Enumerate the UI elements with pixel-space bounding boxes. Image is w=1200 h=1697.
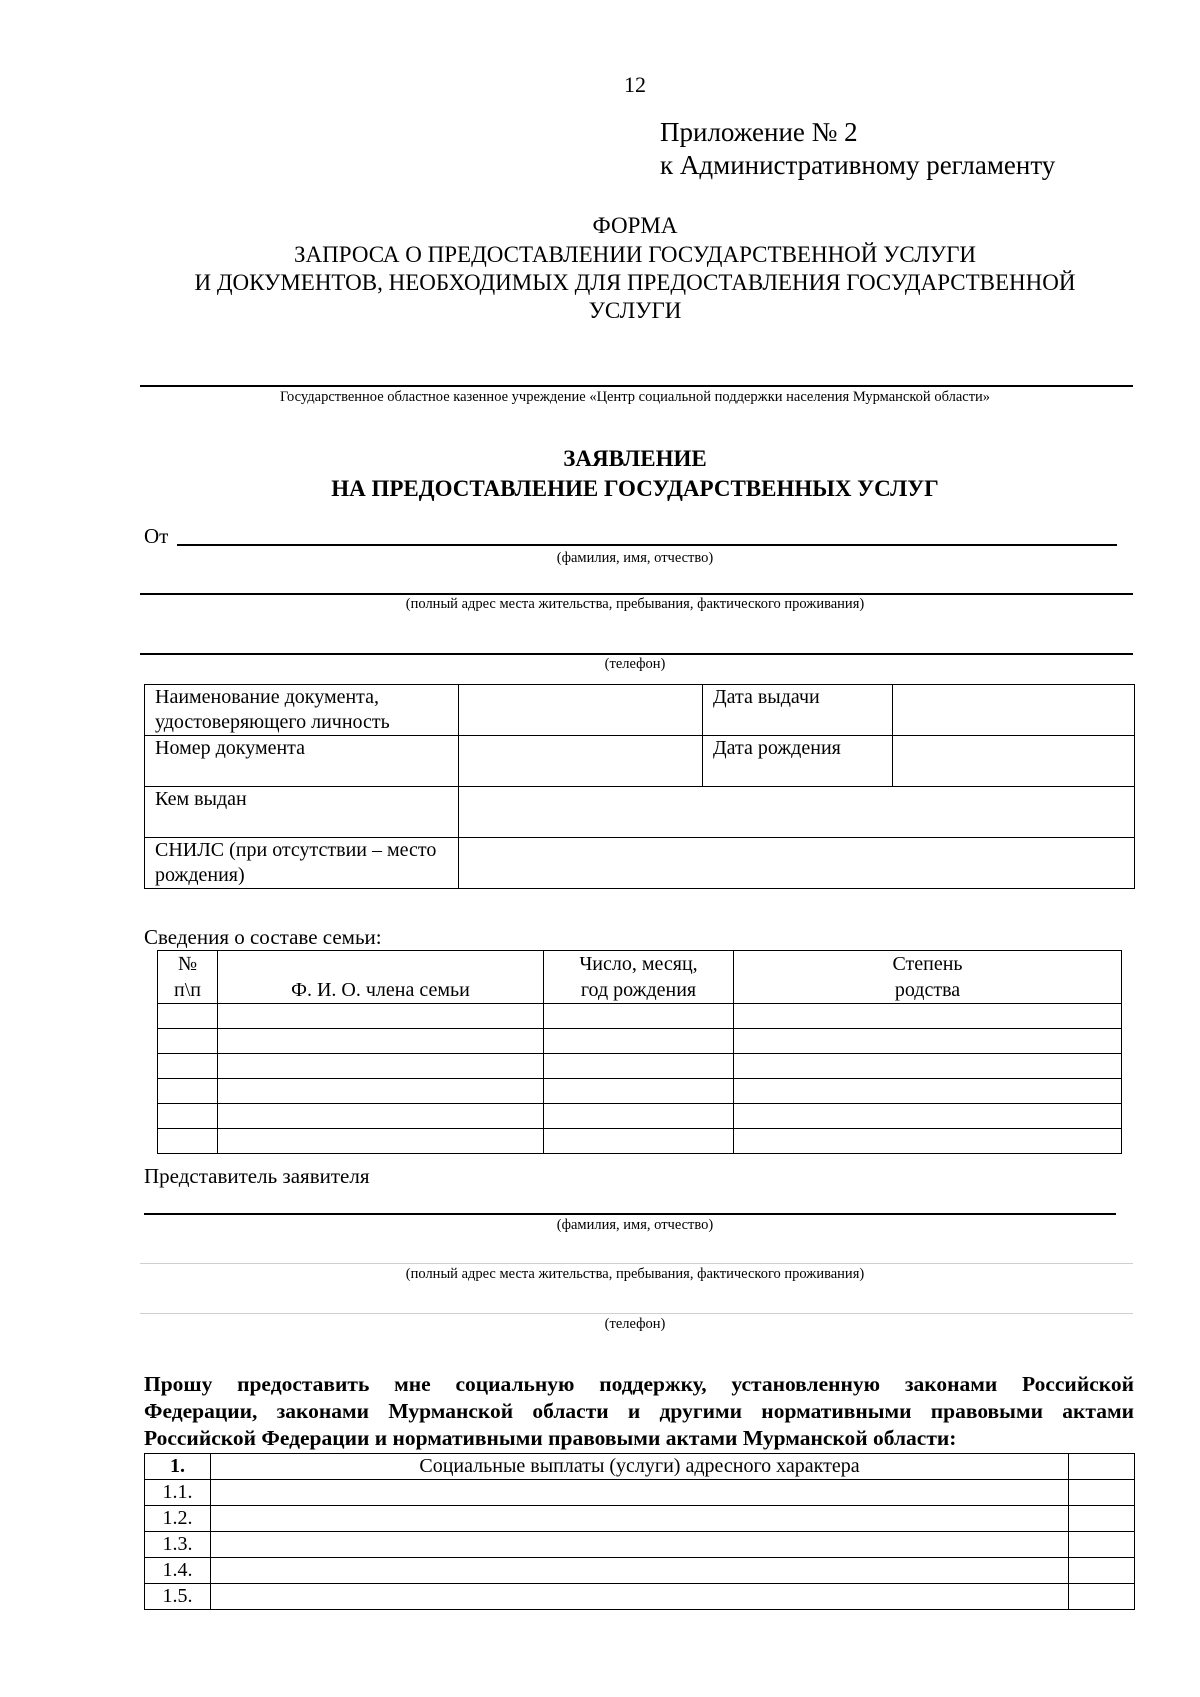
applicant-address-caption: (полный адрес места жительства, пребывания, фактического проживания) [405,596,865,612]
family-cell[interactable] [734,1054,1122,1079]
representative-address-field[interactable] [140,1263,1133,1264]
issued-by-field[interactable] [459,787,1135,838]
service-row-name[interactable] [211,1584,1069,1610]
family-section-title: Сведения о составе семьи: [144,925,382,949]
applicant-phone-caption: (телефон) [604,656,666,672]
service-row-number: 1.1. [145,1480,211,1506]
family-cell[interactable] [158,1129,218,1154]
family-cell[interactable] [544,1029,734,1054]
representative-phone-caption: (телефон) [604,1316,666,1332]
family-cell[interactable] [218,1029,544,1054]
family-cell[interactable] [734,1004,1122,1029]
service-row [145,1480,1135,1506]
service-row [145,1506,1135,1532]
applicant-phone-field[interactable] [140,653,1133,655]
doc-number-field[interactable] [459,736,703,787]
birth-date-label: Дата рождения [703,736,893,787]
representative-address-caption: (полный адрес места жительства, пребывания, фактического проживания) [405,1266,865,1282]
form-heading-line-4: УСЛУГИ [588,298,682,323]
family-cell[interactable] [158,1079,218,1104]
appendix-title: Приложение № 2 [660,117,858,147]
family-header-relation-line-1: Степень [892,953,963,975]
family-row [158,1079,1122,1104]
identity-document-table [144,684,1135,889]
services-table [144,1453,1135,1610]
family-header-number-line-2: п\п [174,979,201,1001]
doc-name-label: Наименование документа, удостоверяющего личность [145,685,459,736]
family-row [158,1004,1122,1029]
family-cell[interactable] [158,1054,218,1079]
family-cell[interactable] [734,1079,1122,1104]
representative-title: Представитель заявителя [144,1164,370,1188]
request-text-line-1: Прошу предоставить мне социальную поддержку, установленную законами Российской [144,1372,1134,1396]
family-header-birth-line-1: Число, месяц, [579,953,698,975]
services-section-title: Социальные выплаты (услуги) адресного характера [211,1454,1069,1480]
family-cell[interactable] [218,1054,544,1079]
family-header-birth-line-2: год рождения [580,979,697,1001]
family-cell[interactable] [218,1129,544,1154]
family-cell[interactable] [218,1104,544,1129]
service-row-number: 1.4. [145,1558,211,1584]
family-cell[interactable] [544,1054,734,1079]
family-header-number-line-1: № [177,953,198,975]
service-row-number: 1.3. [145,1532,211,1558]
service-row-number: 1.2. [145,1506,211,1532]
form-heading-line-2: ЗАПРОСА О ПРЕДОСТАВЛЕНИИ ГОСУДАРСТВЕННОЙ УСЛУГИ [294,242,976,267]
family-row [158,1129,1122,1154]
service-row-name[interactable] [211,1480,1069,1506]
family-header-fio: Ф. И. О. члена семьи [218,951,544,1004]
service-row-name[interactable] [211,1532,1069,1558]
snils-label: СНИЛС (при отсутствии – место рождения) [145,838,459,889]
service-row [145,1532,1135,1558]
service-row-mark[interactable] [1069,1558,1135,1584]
issue-date-label: Дата выдачи [703,685,893,736]
family-cell[interactable] [544,1129,734,1154]
birth-date-field[interactable] [893,736,1135,787]
application-title: ЗАЯВЛЕНИЕ [563,446,707,471]
service-row-mark[interactable] [1069,1532,1135,1558]
applicant-fio-field[interactable] [177,544,1117,546]
service-row-name[interactable] [211,1558,1069,1584]
service-row [145,1584,1135,1610]
family-cell[interactable] [218,1004,544,1029]
form-heading-line-1: ФОРМА [592,213,678,238]
family-header-relation-line-2: родства [894,979,961,1001]
doc-name-field[interactable] [459,685,703,736]
request-text [144,1371,1134,1452]
service-row-name[interactable] [211,1506,1069,1532]
family-cell[interactable] [544,1104,734,1129]
family-cell[interactable] [544,1004,734,1029]
services-section-number: 1. [145,1454,211,1480]
service-row [145,1558,1135,1584]
representative-fio-field[interactable] [144,1213,1116,1215]
doc-number-label: Номер документа [145,736,459,787]
issue-date-field[interactable] [893,685,1135,736]
family-cell[interactable] [734,1129,1122,1154]
service-row-number: 1.5. [145,1584,211,1610]
family-cell[interactable] [158,1004,218,1029]
service-row-mark[interactable] [1069,1480,1135,1506]
family-cell[interactable] [158,1029,218,1054]
family-row [158,1104,1122,1129]
representative-fio-caption: (фамилия, имя, отчество) [556,1217,714,1233]
family-row [158,1054,1122,1079]
family-table [157,950,1122,1154]
issued-by-label: Кем выдан [145,787,459,838]
family-header-relation [734,951,1122,1004]
family-cell[interactable] [158,1104,218,1129]
family-cell[interactable] [544,1079,734,1104]
from-label: От [144,524,169,548]
family-cell[interactable] [734,1029,1122,1054]
services-section-mark[interactable] [1069,1454,1135,1480]
family-header-birth [544,951,734,1004]
family-row [158,1029,1122,1054]
institution-name: Государственное областное казенное учреждение «Центр социальной поддержки населения Мурманской области» [279,389,991,405]
institution-rule [140,385,1133,387]
family-cell[interactable] [218,1079,544,1104]
family-cell[interactable] [734,1104,1122,1129]
representative-phone-field[interactable] [140,1313,1133,1314]
appendix-subtitle: к Административному регламенту [660,150,1056,180]
page-number: 12 [624,72,646,97]
snils-field[interactable] [459,838,1135,889]
form-heading-line-3: И ДОКУМЕНТОВ, НЕОБХОДИМЫХ ДЛЯ ПРЕДОСТАВЛЕНИЯ ГОСУДАРСТВЕННОЙ [194,270,1076,295]
service-row-mark[interactable] [1069,1584,1135,1610]
applicant-address-field[interactable] [140,593,1133,595]
family-header-number [158,951,218,1004]
request-text-line-2: Федерации, законами Мурманской области и другими нормативными правовыми актами [144,1399,1134,1423]
service-row-mark[interactable] [1069,1506,1135,1532]
application-subtitle: НА ПРЕДОСТАВЛЕНИЕ ГОСУДАРСТВЕННЫХ УСЛУГ [331,476,939,501]
applicant-fio-caption: (фамилия, имя, отчество) [556,550,714,566]
request-text-line-3: Российской Федерации и нормативными правовыми актами Мурманской области: [144,1426,957,1450]
